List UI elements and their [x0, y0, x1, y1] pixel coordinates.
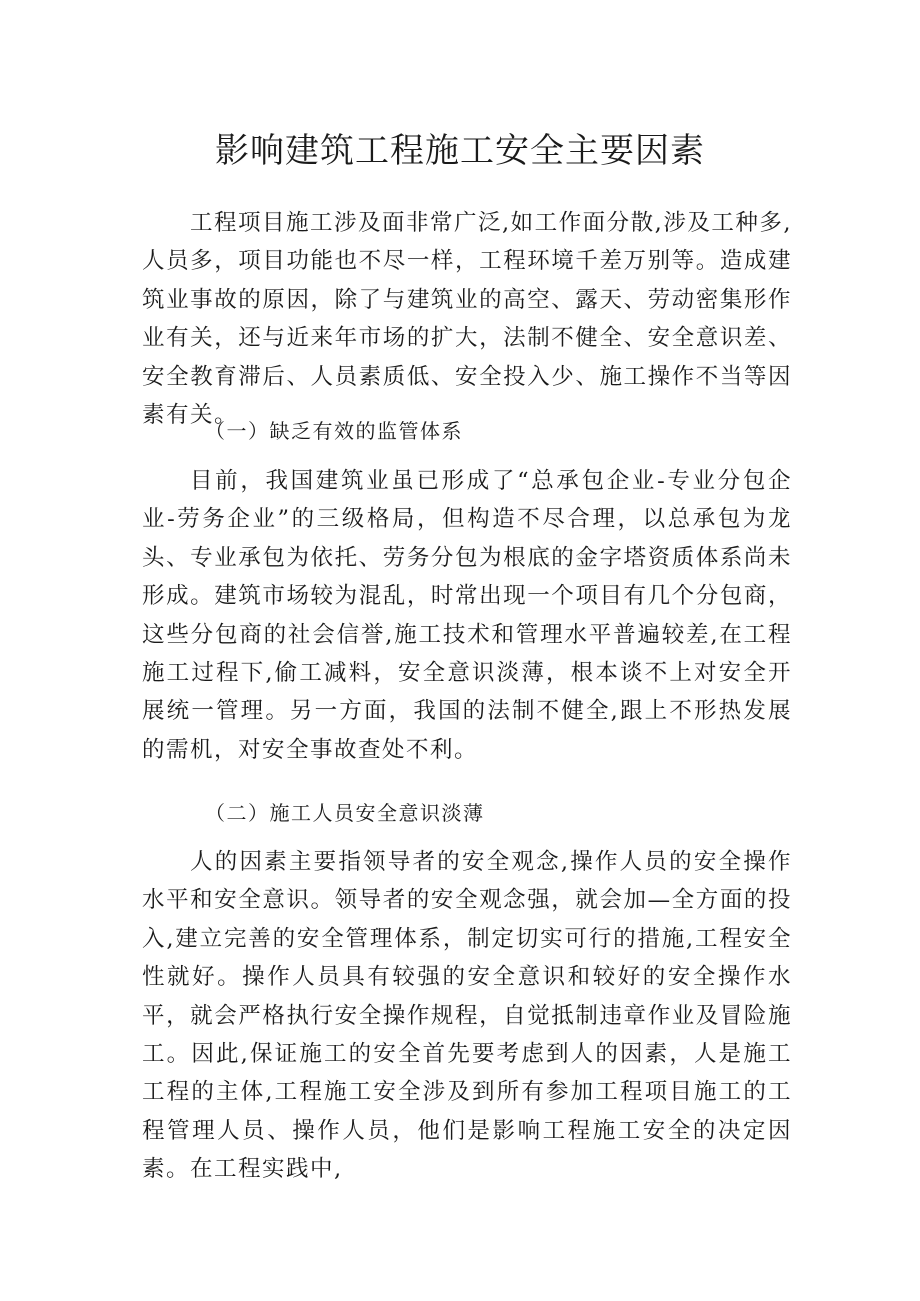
- section-heading-1: （一）缺乏有效的监管体系: [205, 419, 463, 443]
- paragraph-supervision: 目前，我国建筑业虽已形成了“总承包企业-专业分包企业-劳务企业”的三级格局，但构造不尽合理，以总承包为龙头、专业承包为依托、劳务分包为根底的金字塔资质体系尚未形成。建筑市场较为混乱，时常出现一个项目有几个分包商，这些分包商的社会信誉,施工技术和管理水平普遍较差,在工程施工过程下,偷工减料，安全意识淡薄，根本谈不上对安全开展统一管理。另一方面，我国的法制不健全,跟上不形热发展的需机，对安全事故查处不利。: [142, 468, 792, 763]
- section-heading-2: （二）施工人员安全意识淡薄: [205, 801, 485, 825]
- document-title: 影响建筑工程施工安全主要因素: [215, 131, 705, 171]
- paragraph-intro: 工程项目施工涉及面非常广泛,如工作面分散,涉及工种多,人员多，项目功能也不尽一样，工程环境千差万别等。造成建筑业事故的原因，除了与建筑业的高空、露天、劳动密集形作业有关，还与近来年市场的扩大，法制不健全、安全意识差、安全教育滞后、人员素质低、安全投入少、施工操作不当等因素有关。: [142, 210, 792, 429]
- paragraph-safety-awareness: 人的因素主要指领导者的安全观念,操作人员的安全操作水平和安全意识。领导者的安全观念强，就会加—全方面的投入,建立完善的安全管理体系，制定切实可行的措施,工程安全性就好。操作人员具有较强的安全意识和较好的安全操作水平，就会严格执行安全操作规程，自觉抵制违章作业及冒险施工。因此,保证施工的安全首先要考虑到人的因素，人是施工工程的主体,工程施工安全涉及到所有参加工程项目施工的工程管理人员、操作人员，他们是影响工程施工安全的决定因素。在工程实践中,: [142, 849, 792, 1183]
